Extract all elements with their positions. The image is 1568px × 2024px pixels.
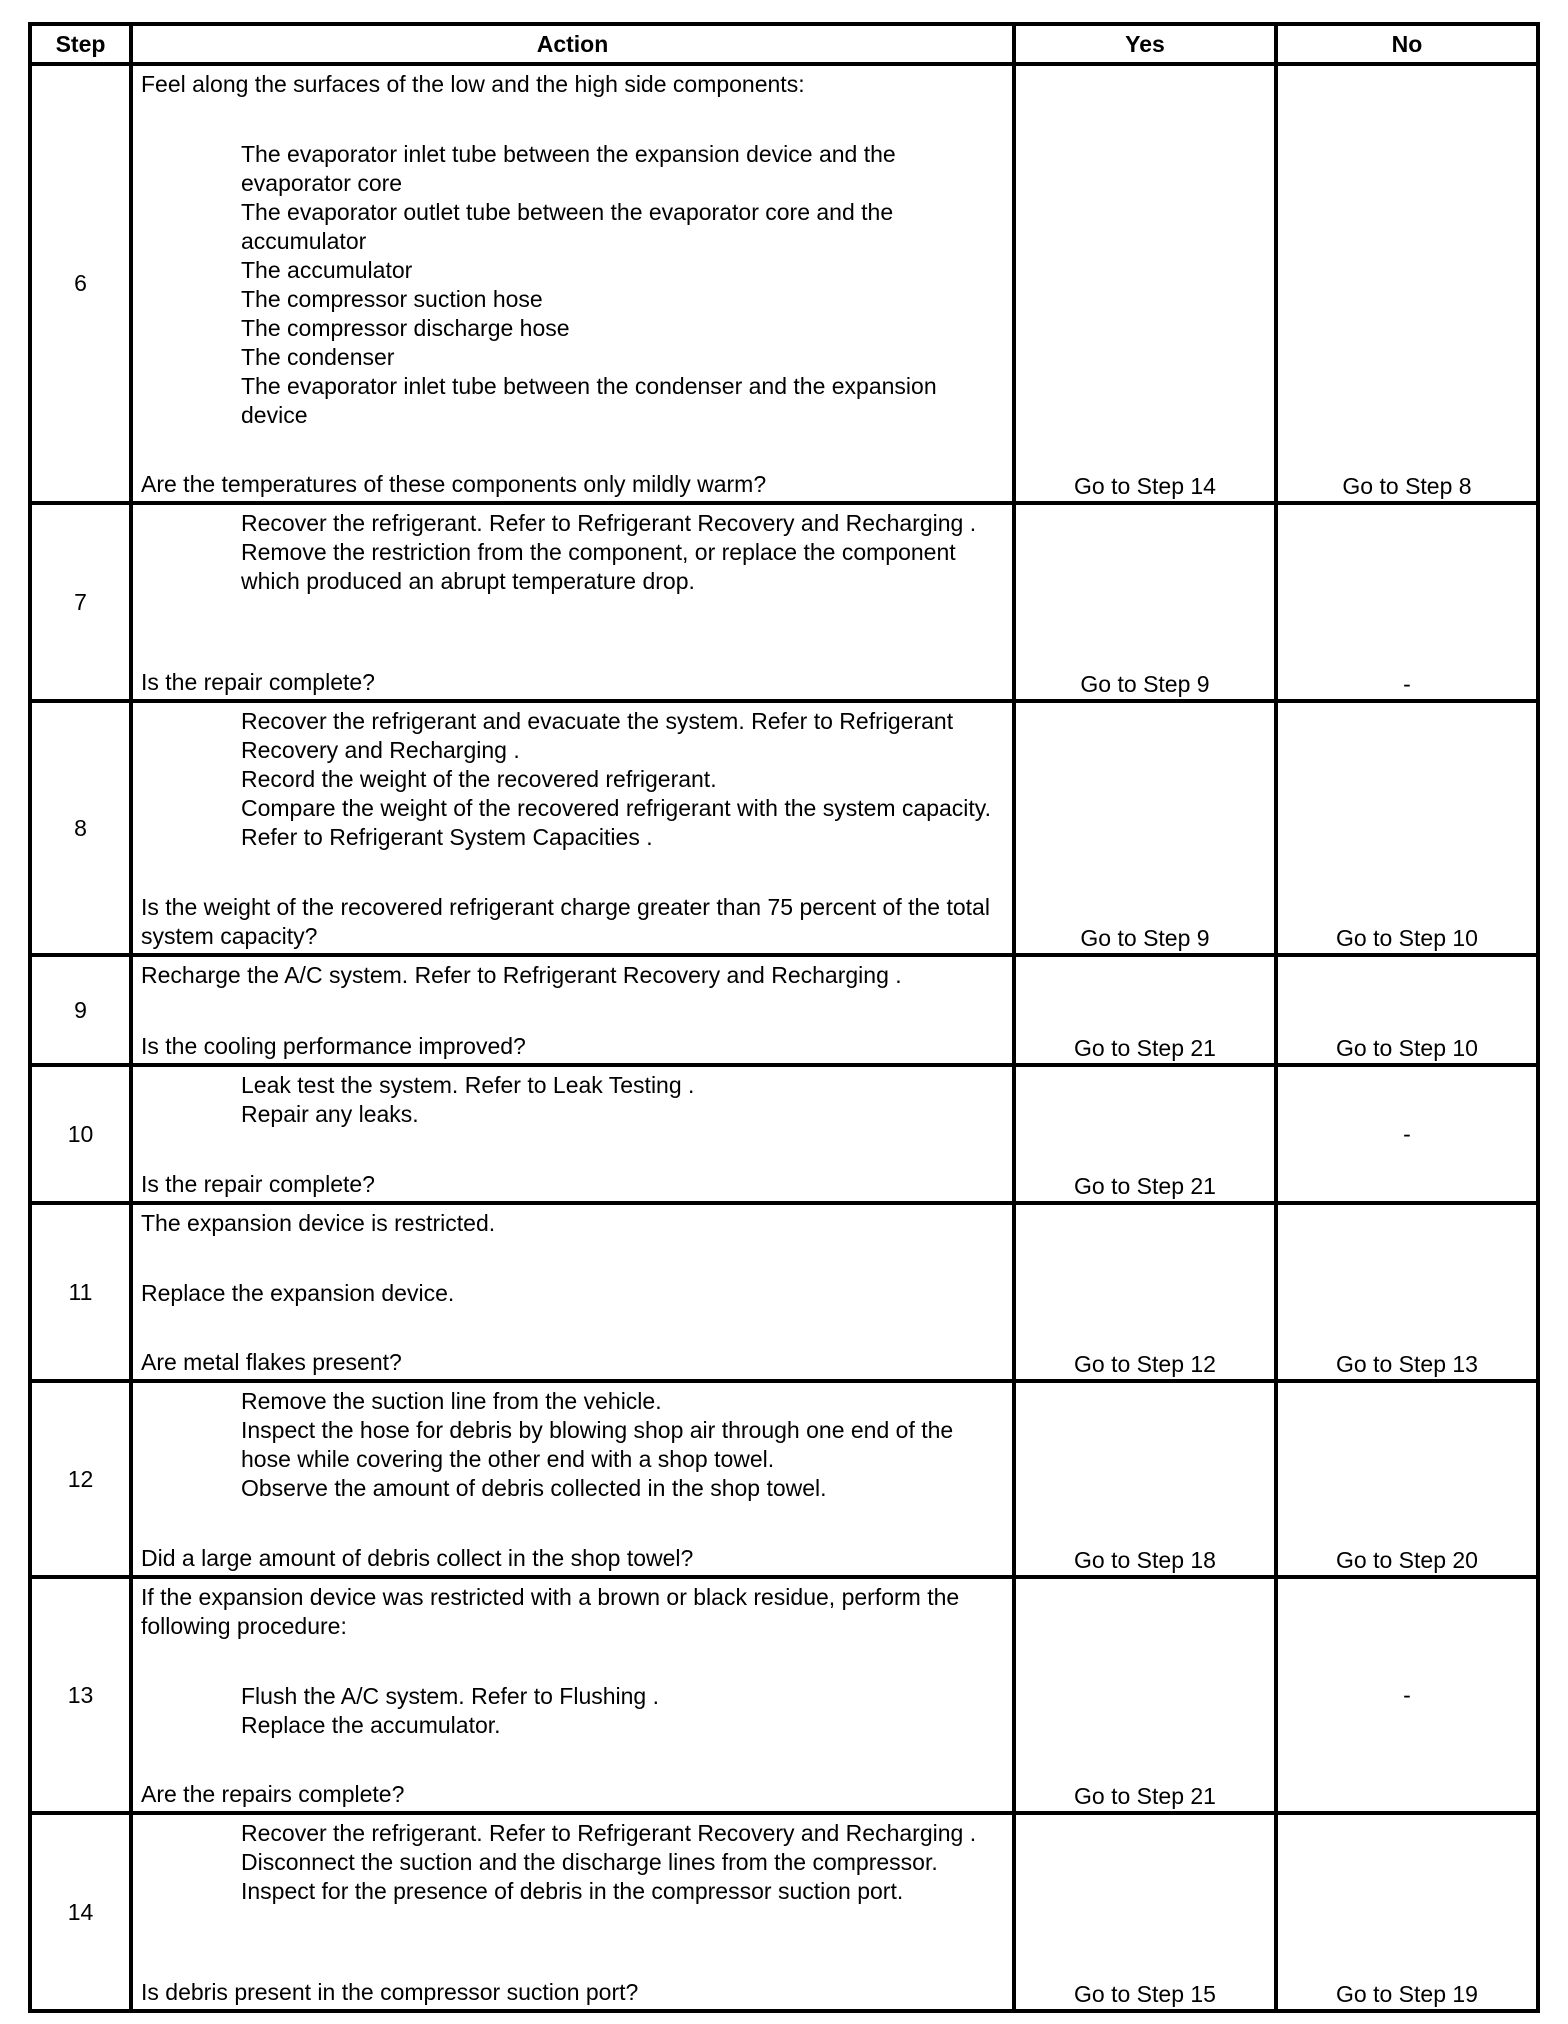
action-list: [141, 1387, 1002, 1503]
list-item: The compressor suction hose: [241, 285, 543, 312]
action-list: [141, 1819, 1002, 1906]
action-question: Is the weight of the recovered refrigerant charge greater than 75 percent of the total system capacity?: [141, 894, 990, 949]
list-item: The evaporator inlet tube between the condenser and the expansion device: [241, 372, 937, 428]
list-item: Flush the A/C system. Refer to Flushing .: [241, 1682, 659, 1709]
yes-result: Go to Step 9: [1014, 701, 1276, 955]
no-result: Go to Step 13: [1276, 1203, 1538, 1381]
action-question: Is the repair complete?: [141, 669, 375, 695]
no-result: Go to Step 10: [1276, 955, 1538, 1065]
table-row: [30, 1813, 1538, 2011]
list-item: Replace the accumulator.: [241, 1711, 501, 1738]
action-cell: [131, 1203, 1014, 1381]
header-action: Action: [131, 24, 1014, 64]
yes-result: Go to Step 15: [1014, 1813, 1276, 2011]
action-list: [141, 1682, 1002, 1740]
action-cell: [131, 1813, 1014, 2011]
action-list: [141, 140, 1002, 430]
step-number: 12: [30, 1381, 131, 1577]
list-item: Observe the amount of debris collected in the shop towel.: [241, 1475, 827, 1501]
header-no: No: [1276, 24, 1538, 64]
step-number: 6: [30, 64, 131, 503]
table-row: [30, 1381, 1538, 1577]
list-item: Remove the suction line from the vehicle.: [241, 1388, 662, 1414]
header-row: [30, 24, 1538, 64]
header-step: Step: [30, 24, 131, 64]
no-result: Go to Step 8: [1276, 64, 1538, 503]
table-row: [30, 955, 1538, 1065]
list-item: The accumulator: [241, 256, 413, 283]
action-cell: [131, 1065, 1014, 1203]
action-list: [141, 1071, 1002, 1129]
step-number: 8: [30, 701, 131, 955]
step-number: 13: [30, 1577, 131, 1813]
action-intro: Recharge the A/C system. Refer to Refrigerant Recovery and Recharging .: [141, 962, 902, 988]
action-question: Is the repair complete?: [141, 1171, 375, 1197]
action-intro: If the expansion device was restricted with a brown or black residue, perform the following procedure:: [141, 1584, 960, 1639]
action-list: [141, 509, 1002, 596]
step-number: 11: [30, 1203, 131, 1381]
list-item: The evaporator outlet tube between the evaporator core and the accumulator: [241, 198, 894, 254]
table-row: [30, 1577, 1538, 1813]
no-result: -: [1276, 1577, 1538, 1813]
no-result: -: [1276, 1065, 1538, 1203]
table-row: [30, 64, 1538, 503]
action-cell: [131, 701, 1014, 955]
action-cell: [131, 64, 1014, 503]
list-item: Record the weight of the recovered refrigerant.: [241, 766, 717, 792]
table-row: [30, 701, 1538, 955]
list-item: Recover the refrigerant and evacuate the system. Refer to Refrigerant Recovery and Recharging .: [241, 708, 954, 763]
diagnostic-table: [28, 22, 1540, 2013]
header-yes: Yes: [1014, 24, 1276, 64]
action-list: [141, 707, 1002, 852]
step-number: 9: [30, 955, 131, 1065]
list-item: Recover the refrigerant. Refer to Refrigerant Recovery and Recharging .: [241, 1820, 977, 1846]
action-intro-secondary: Replace the expansion device.: [141, 1279, 455, 1306]
list-item: The compressor discharge hose: [241, 314, 570, 341]
list-item: Leak test the system. Refer to Leak Testing .: [241, 1072, 695, 1098]
list-item: Compare the weight of the recovered refrigerant with the system capacity. Refer to Refrigerant System Capacities .: [241, 795, 991, 850]
action-question: Is debris present in the compressor suction port?: [141, 1979, 639, 2005]
table-row: [30, 1203, 1538, 1381]
no-result: -: [1276, 503, 1538, 701]
list-item: Disconnect the suction and the discharge lines from the compressor.: [241, 1849, 938, 1875]
yes-result: Go to Step 21: [1014, 1577, 1276, 1813]
step-number: 14: [30, 1813, 131, 2011]
action-question: Are the temperatures of these components only mildly warm?: [141, 471, 767, 497]
list-item: Inspect for the presence of debris in the compressor suction port.: [241, 1878, 904, 1904]
step-number: 10: [30, 1065, 131, 1203]
yes-result: Go to Step 14: [1014, 64, 1276, 503]
table-row: [30, 503, 1538, 701]
list-item: Inspect the hose for debris by blowing shop air through one end of the hose while covering the other end with a shop towel.: [241, 1417, 954, 1472]
list-item: Recover the refrigerant. Refer to Refrigerant Recovery and Recharging .: [241, 510, 977, 536]
yes-result: Go to Step 12: [1014, 1203, 1276, 1381]
action-cell: [131, 1381, 1014, 1577]
action-cell: [131, 955, 1014, 1065]
action-question: Are the repairs complete?: [141, 1781, 405, 1807]
action-cell: [131, 503, 1014, 701]
action-cell: [131, 1577, 1014, 1813]
yes-result: Go to Step 21: [1014, 955, 1276, 1065]
action-question: Did a large amount of debris collect in the shop towel?: [141, 1545, 694, 1571]
no-result: Go to Step 10: [1276, 701, 1538, 955]
list-item: The condenser: [241, 343, 395, 370]
no-result: Go to Step 20: [1276, 1381, 1538, 1577]
list-item: Repair any leaks.: [241, 1101, 419, 1127]
action-intro: The expansion device is restricted.: [141, 1210, 496, 1236]
yes-result: Go to Step 18: [1014, 1381, 1276, 1577]
action-intro: Feel along the surfaces of the low and the high side components:: [141, 71, 805, 97]
list-item: The evaporator inlet tube between the expansion device and the evaporator core: [241, 140, 896, 196]
step-number: 7: [30, 503, 131, 701]
action-question: Are metal flakes present?: [141, 1349, 402, 1375]
no-result: Go to Step 19: [1276, 1813, 1538, 2011]
list-item: Remove the restriction from the component, or replace the component which produced an abrupt temperature drop.: [241, 539, 956, 594]
yes-result: Go to Step 9: [1014, 503, 1276, 701]
table-row: [30, 1065, 1538, 1203]
yes-result: Go to Step 21: [1014, 1065, 1276, 1203]
action-question: Is the cooling performance improved?: [141, 1033, 526, 1059]
